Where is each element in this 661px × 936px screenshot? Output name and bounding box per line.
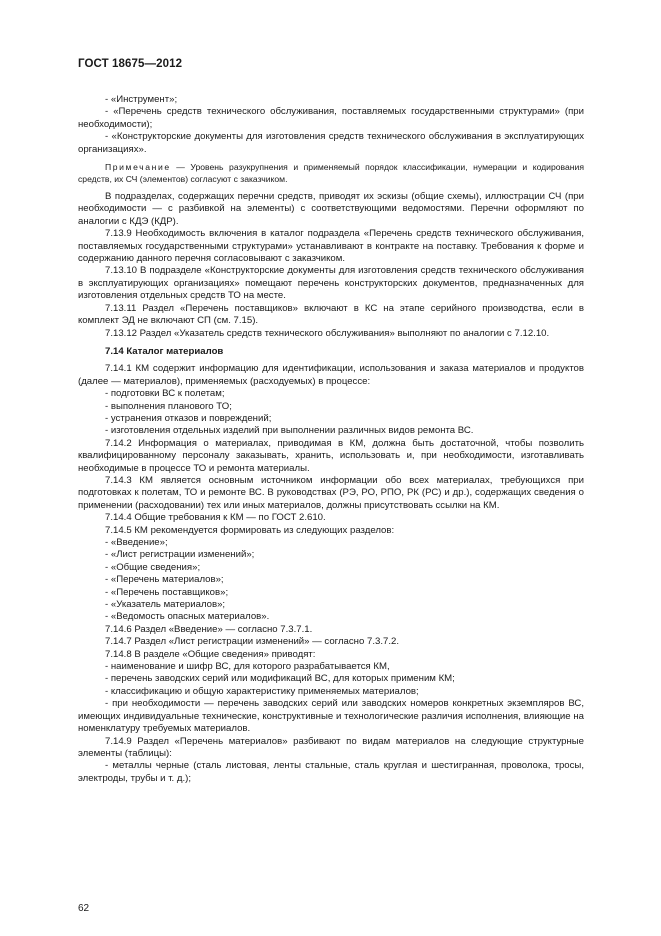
paragraph: 7.13.9 Необходимость включения в каталог подраздела «Перечень средств технического обслуживания, поставляемых государственными структурами» устанавливают в контракте на поставку. Требования к форме и содержанию данного перечня согласовывают с заказчиком. [78,228,584,265]
paragraph: - при необходимости — перечень заводских серий или заводских номеров конкретных экземпляров ВС, имеющих индивидуальные технические, конструктивные и технологические различия исполнения, влияющие на номенклатуру требуемых материалов. [78,698,584,735]
paragraph: 7.14.7 Раздел «Лист регистрации изменений» — согласно 7.3.7.2. [105,636,399,648]
document-body [78,94,584,785]
paragraph: 7.14.4 Общие требования к КМ — по ГОСТ 2.610. [105,512,326,524]
document-header: ГОСТ 18675—2012 [78,58,183,70]
paragraph: 7.14.5 КМ рекомендуется формировать из следующих разделов: [105,524,395,536]
note-paragraph [78,162,584,185]
paragraph: - «Инструмент»; [105,94,178,105]
paragraph: - металлы черные (сталь листовая, ленты стальные, сталь круглая и шестигранная, проволока, тросы, электроды, трубы и т. д.); [78,760,584,784]
paragraph: В подразделах, содержащих перечни средств, приводят их эскизы (общие схемы), иллюстрации СЧ (при необходимости — с разбивкой на элементы) с соответствующими ведомостями. Перечни оформляют по аналогии с КДЭ (КДР). [78,191,584,227]
paragraph: - «Указатель материалов»; [105,599,226,611]
paragraph: - «Перечень поставщиков»; [105,586,229,598]
paragraph: 7.13.10 В подразделе «Конструкторские документы для изготовления средств технического обслуживания в эксплуатирующих организациях» помещают перечень конструкторских документов, предназначенных для изготовления отдельных средств ТО на месте. [78,265,584,302]
paragraph: - «Общие сведения»; [105,561,201,573]
paragraph: - «Конструкторские документы для изготовления средств технического обслуживания в эксплуатирующих организациях». [78,131,584,155]
paragraph: 7.13.12 Раздел «Указатель средств технического обслуживания» выполняют по аналогии с 7.12.10. [105,327,550,339]
note-text: — Уровень разукрупнения и применяемый порядок классификации, нумерации и кодирования средств, их СЧ (элементов) согласуют с заказчиком. [78,162,584,184]
paragraph: - изготовления отдельных изделий при выполнении различных видов ремонта ВС. [105,425,474,437]
paragraph: - «Перечень материалов»; [105,574,224,586]
page-number: 62 [78,903,90,914]
paragraph: - «Ведомость опасных материалов». [105,611,270,623]
paragraph: 7.14.3 КМ является основным источником информации обо всех материалах, требующихся при подготовках к полетам, ТО и ремонте ВС. В руководствах (РЭ, РО, РПО, РК (РС) и др.), содержащих сведения о применении (расходовании) тех или иных материалов, должны присутствовать ссылки на КМ. [78,474,584,511]
paragraph: - перечень заводских серий или модификаций ВС, для которых применим КМ; [105,673,455,685]
paragraph: - классификацию и общую характеристику применяемых материалов; [105,685,419,697]
note-label: Примечание [105,162,171,173]
paragraph: - наименование и шифр ВС, для которого разрабатывается КМ, [105,661,390,673]
paragraph: 7.13.11 Раздел «Перечень поставщиков» включают в КС на этапе серийного производства, если в комплект ЭД не включают СП (см. 7.15). [78,302,584,327]
paragraph: 7.14.1 КМ содержит информацию для идентификации, использования и заказа материалов и продуктов (далее — материалов), применяемых (расходуемых) в процессе: [78,363,584,387]
paragraph: - выполнения планового ТО; [105,400,232,412]
paragraph: - «Введение»; [105,537,168,548]
paragraph: - устранения отказов и повреждений; [105,412,272,424]
paragraph: 7.14.8 В разделе «Общие сведения» приводят: [105,648,316,660]
paragraph: - подготовки ВС к полетам; [105,388,225,400]
paragraph: - «Перечень средств технического обслуживания, поставляемых государственными структурами» (при необходимости); [78,106,584,130]
section-heading: 7.14 Каталог материалов [105,345,224,357]
paragraph: 7.14.6 Раздел «Введение» — согласно 7.3.7.1. [105,623,313,635]
paragraph: 7.14.2 Информация о материалах, приводимая в КМ, должна быть достаточной, чтобы позволить квалифицированному персоналу заказывать, хранить, использовать и, при необходимости, изготавливать необходимые в процессе ТО и ремонта материалы. [78,437,584,474]
paragraph: 7.14.9 Раздел «Перечень материалов» разбивают по видам материалов на следующие структурные элементы (таблицы): [78,735,584,759]
paragraph: - «Лист регистрации изменений»; [105,549,255,561]
